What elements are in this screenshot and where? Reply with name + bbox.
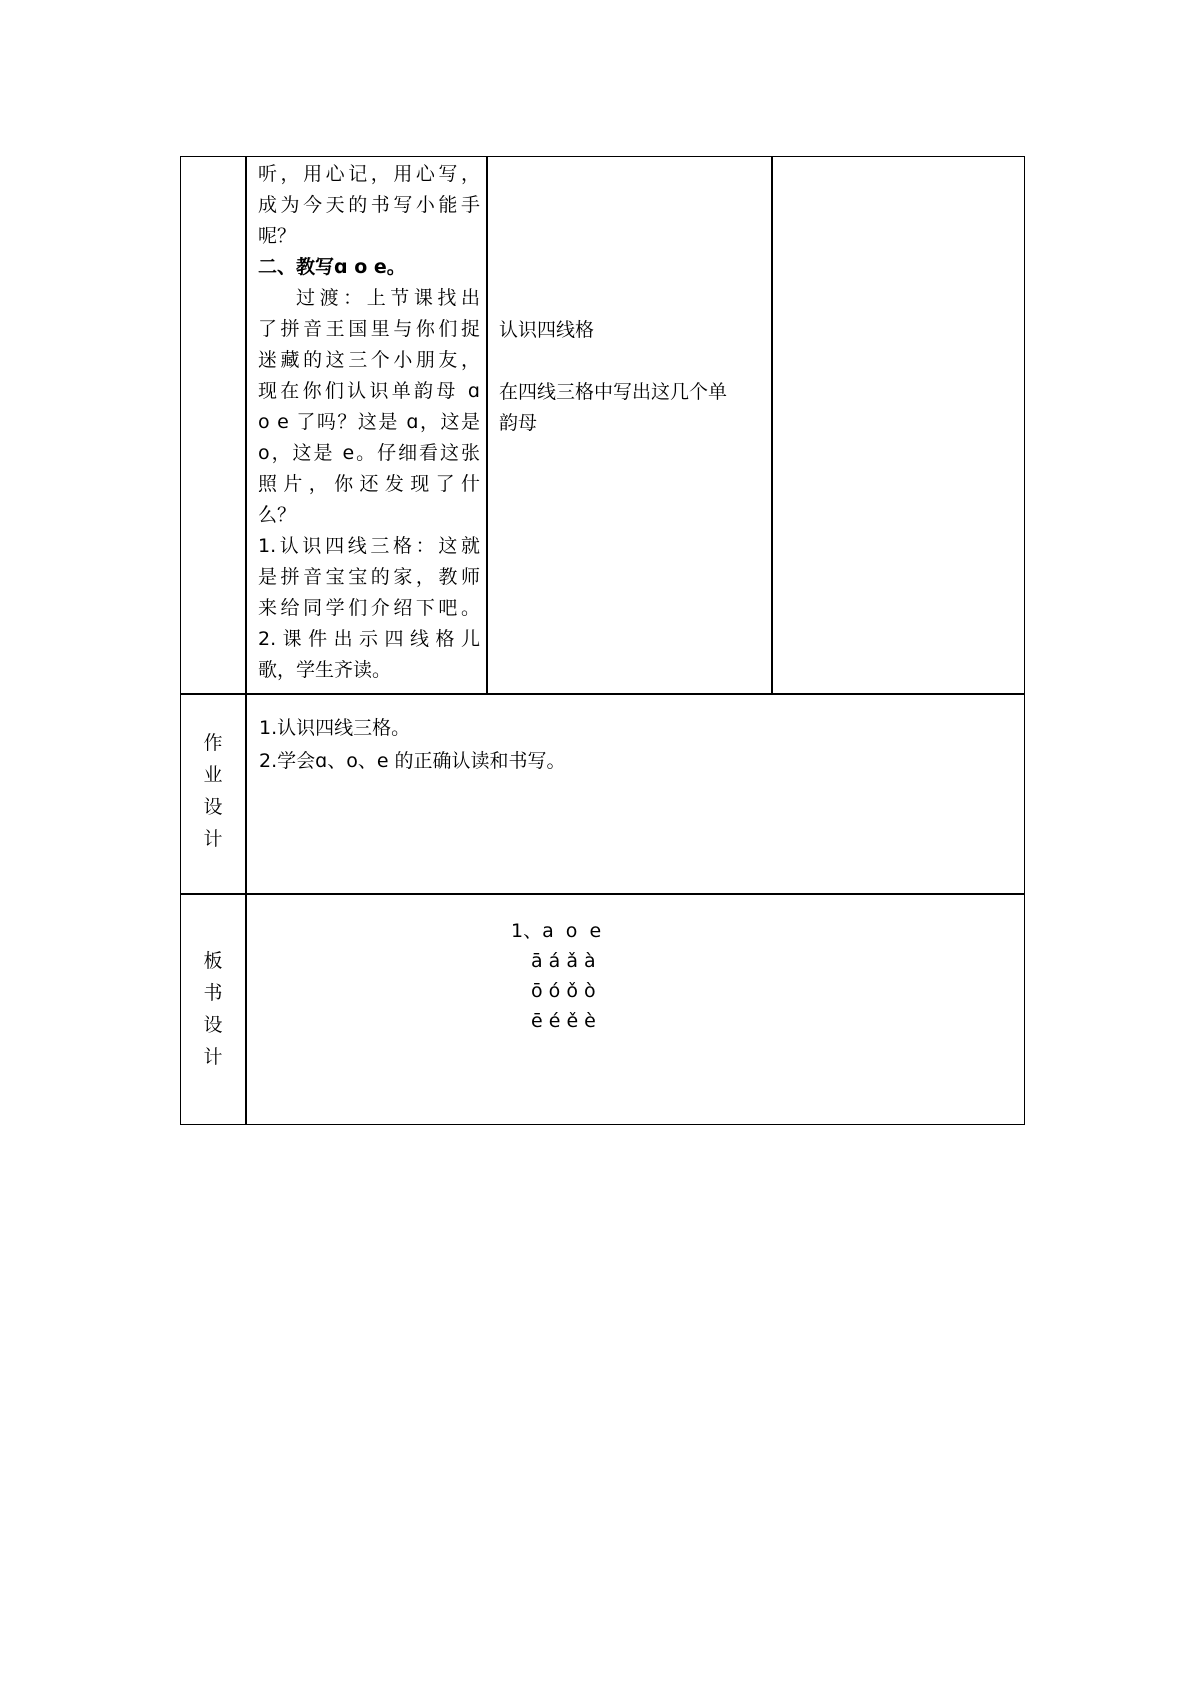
process-line: 来给同学们介绍下吧。 [258, 597, 480, 619]
process-line: 1.认识四线三格：这就 [258, 535, 480, 557]
board-line: ē é ě è [531, 1010, 596, 1032]
student-activity-line: 韵母 [499, 412, 538, 434]
homework-content [259, 712, 999, 778]
row-divider-board [181, 893, 1024, 895]
col-divider-label [245, 157, 247, 1124]
process-line: o e 了吗？这是 ɑ，这是 [258, 411, 480, 433]
process-line: 了拼音王国里与你们捉 [258, 318, 480, 340]
process-line: 现在你们认识单韵母 ɑ [258, 380, 480, 402]
col-divider-process [486, 157, 488, 693]
board-line: ō ó ǒ ò [531, 980, 596, 1002]
student-activity-line: 在四线三格中写出这几个单 [499, 381, 728, 403]
section-heading: 二、教写ɑ o e。 [258, 256, 406, 278]
teaching-process-cell [258, 159, 480, 686]
board-design-label: 板 书 设 计 [203, 950, 223, 1068]
process-line: 2.课件出示四线格儿 [258, 628, 480, 650]
process-line: 是拼音宝宝的家，教师 [258, 566, 480, 588]
process-line: 么？ [258, 504, 297, 526]
board-design-content [511, 916, 811, 1036]
process-line: 听，用心记，用心写， [258, 163, 480, 185]
homework-label: 作 业 设 计 [203, 732, 223, 850]
process-line: 迷藏的这三个小朋友， [258, 349, 480, 371]
process-line: 呢？ [258, 225, 297, 247]
student-activity-1: 认识四线格 [499, 319, 595, 341]
board-line: ā á ǎ à [531, 950, 596, 972]
col-divider-student [771, 157, 773, 693]
homework-item: 1.认识四线三格。 [259, 717, 411, 739]
lesson-plan-table [180, 156, 1025, 1125]
process-line: 歌，学生齐读。 [258, 659, 392, 681]
process-line: o，这是 e。仔细看这张 [258, 442, 480, 464]
row-divider-homework [181, 693, 1024, 695]
board-line: 1、a o e [511, 920, 602, 942]
process-line: 过渡：上节课找出 [296, 287, 480, 309]
student-activity-2 [499, 377, 764, 439]
homework-item: 2.学会ɑ、o、e 的正确认读和书写。 [259, 750, 566, 772]
process-line: 成为今天的书写小能手 [258, 194, 480, 216]
process-line: 照片，你还发现了什 [258, 473, 480, 495]
